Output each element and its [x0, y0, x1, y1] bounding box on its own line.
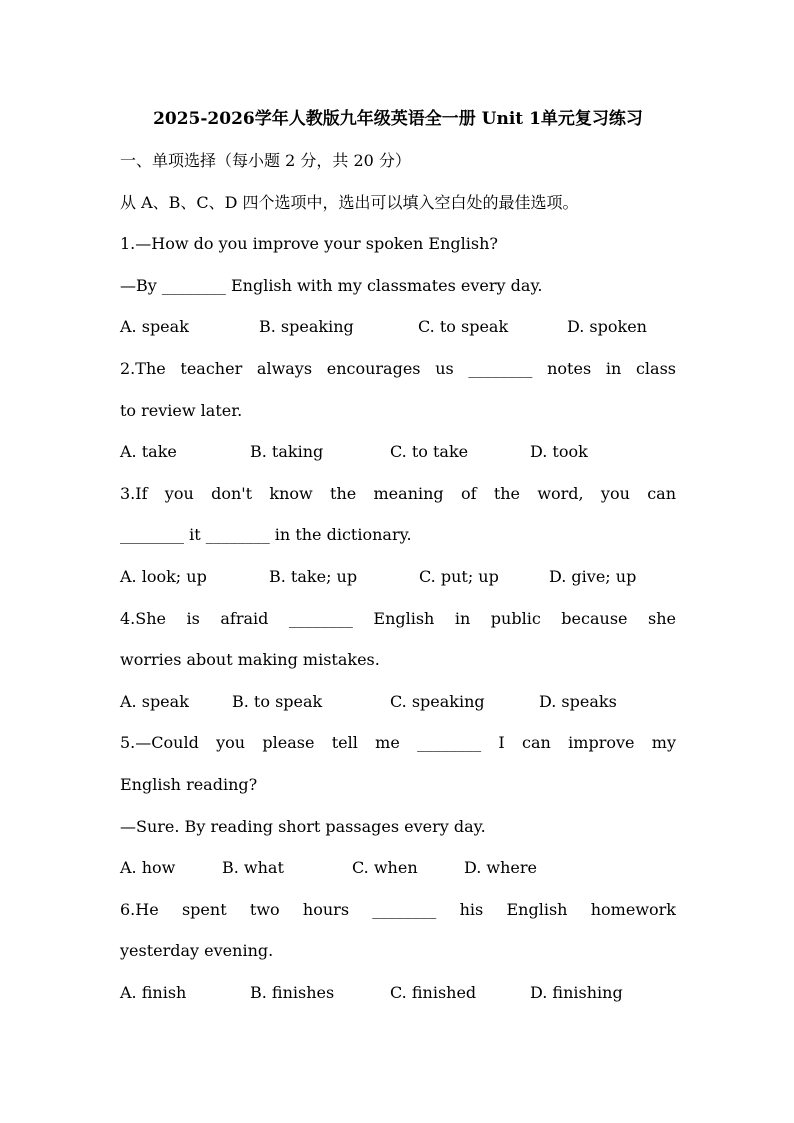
question-text-line: 2.The teacher always encourages us ________ notes in class [120, 358, 676, 378]
option-c: C. when [352, 858, 418, 878]
question-text-line: yesterday evening. [120, 941, 274, 961]
question-3 [120, 473, 676, 598]
answer-options [120, 972, 676, 1014]
question-2 [120, 348, 676, 473]
question-text-line: —Sure. By reading short passages every day. [120, 816, 486, 836]
question-text-line: to review later. [120, 400, 243, 420]
question-text-line: 3.If you don't know the meaning of the word, you can [120, 483, 676, 503]
answer-options [120, 681, 676, 723]
question-4 [120, 598, 676, 723]
question-text-line: 4.She is afraid ________ English in public because she [120, 608, 676, 628]
question-text-line: ________ it ________ in the dictionary. [120, 525, 412, 545]
option-d: D. speaks [539, 691, 617, 711]
question-text-line: 6.He spent two hours ________ his English homework [120, 899, 676, 919]
option-a: A. take [120, 442, 177, 462]
option-b: B. what [222, 858, 284, 878]
answer-options [120, 847, 676, 889]
question-5 [120, 722, 676, 888]
answer-options [120, 556, 676, 598]
question-text-line: —By ________ English with my classmates every day. [120, 275, 543, 295]
option-a: A. speak [120, 317, 189, 337]
option-d: D. spoken [567, 317, 647, 337]
option-d: D. give; up [549, 566, 637, 586]
worksheet-page [120, 100, 676, 1013]
question-text-line: 5.—Could you please tell me ________ I can improve my [120, 733, 676, 753]
option-b: B. taking [250, 442, 324, 462]
option-b: B. to speak [232, 691, 323, 711]
option-d: D. where [464, 858, 538, 878]
option-b: B. take; up [269, 566, 358, 586]
section-heading: 一、单项选择（每小题 2 分，共 20 分） [120, 151, 411, 170]
option-a: A. how [120, 858, 176, 878]
option-c: C. to take [390, 442, 469, 462]
section-instruction: 从 A、B、C、D 四个选项中，选出可以填入空白处的最佳选项。 [120, 192, 579, 212]
answer-options [120, 431, 676, 473]
option-c: C. put; up [419, 566, 499, 586]
page-title: 2025-2026学年人教版九年级英语全一册 Unit 1单元复习练习 [153, 109, 643, 129]
question-6 [120, 889, 676, 1014]
question-text-line: 1.—How do you improve your spoken English? [120, 234, 498, 254]
option-a: A. speak [120, 691, 189, 711]
question-text-line: worries about making mistakes. [120, 650, 380, 670]
option-c: C. finished [390, 982, 477, 1002]
option-c: C. speaking [390, 691, 485, 711]
option-c: C. to speak [418, 317, 509, 337]
option-b: B. speaking [259, 317, 354, 337]
option-d: D. took [530, 442, 588, 462]
option-d: D. finishing [530, 982, 623, 1002]
answer-options [120, 306, 676, 348]
option-b: B. finishes [250, 982, 335, 1002]
option-a: A. look; up [120, 566, 207, 586]
question-1 [120, 223, 676, 348]
question-text-line: English reading? [120, 774, 258, 794]
option-a: A. finish [120, 982, 187, 1002]
